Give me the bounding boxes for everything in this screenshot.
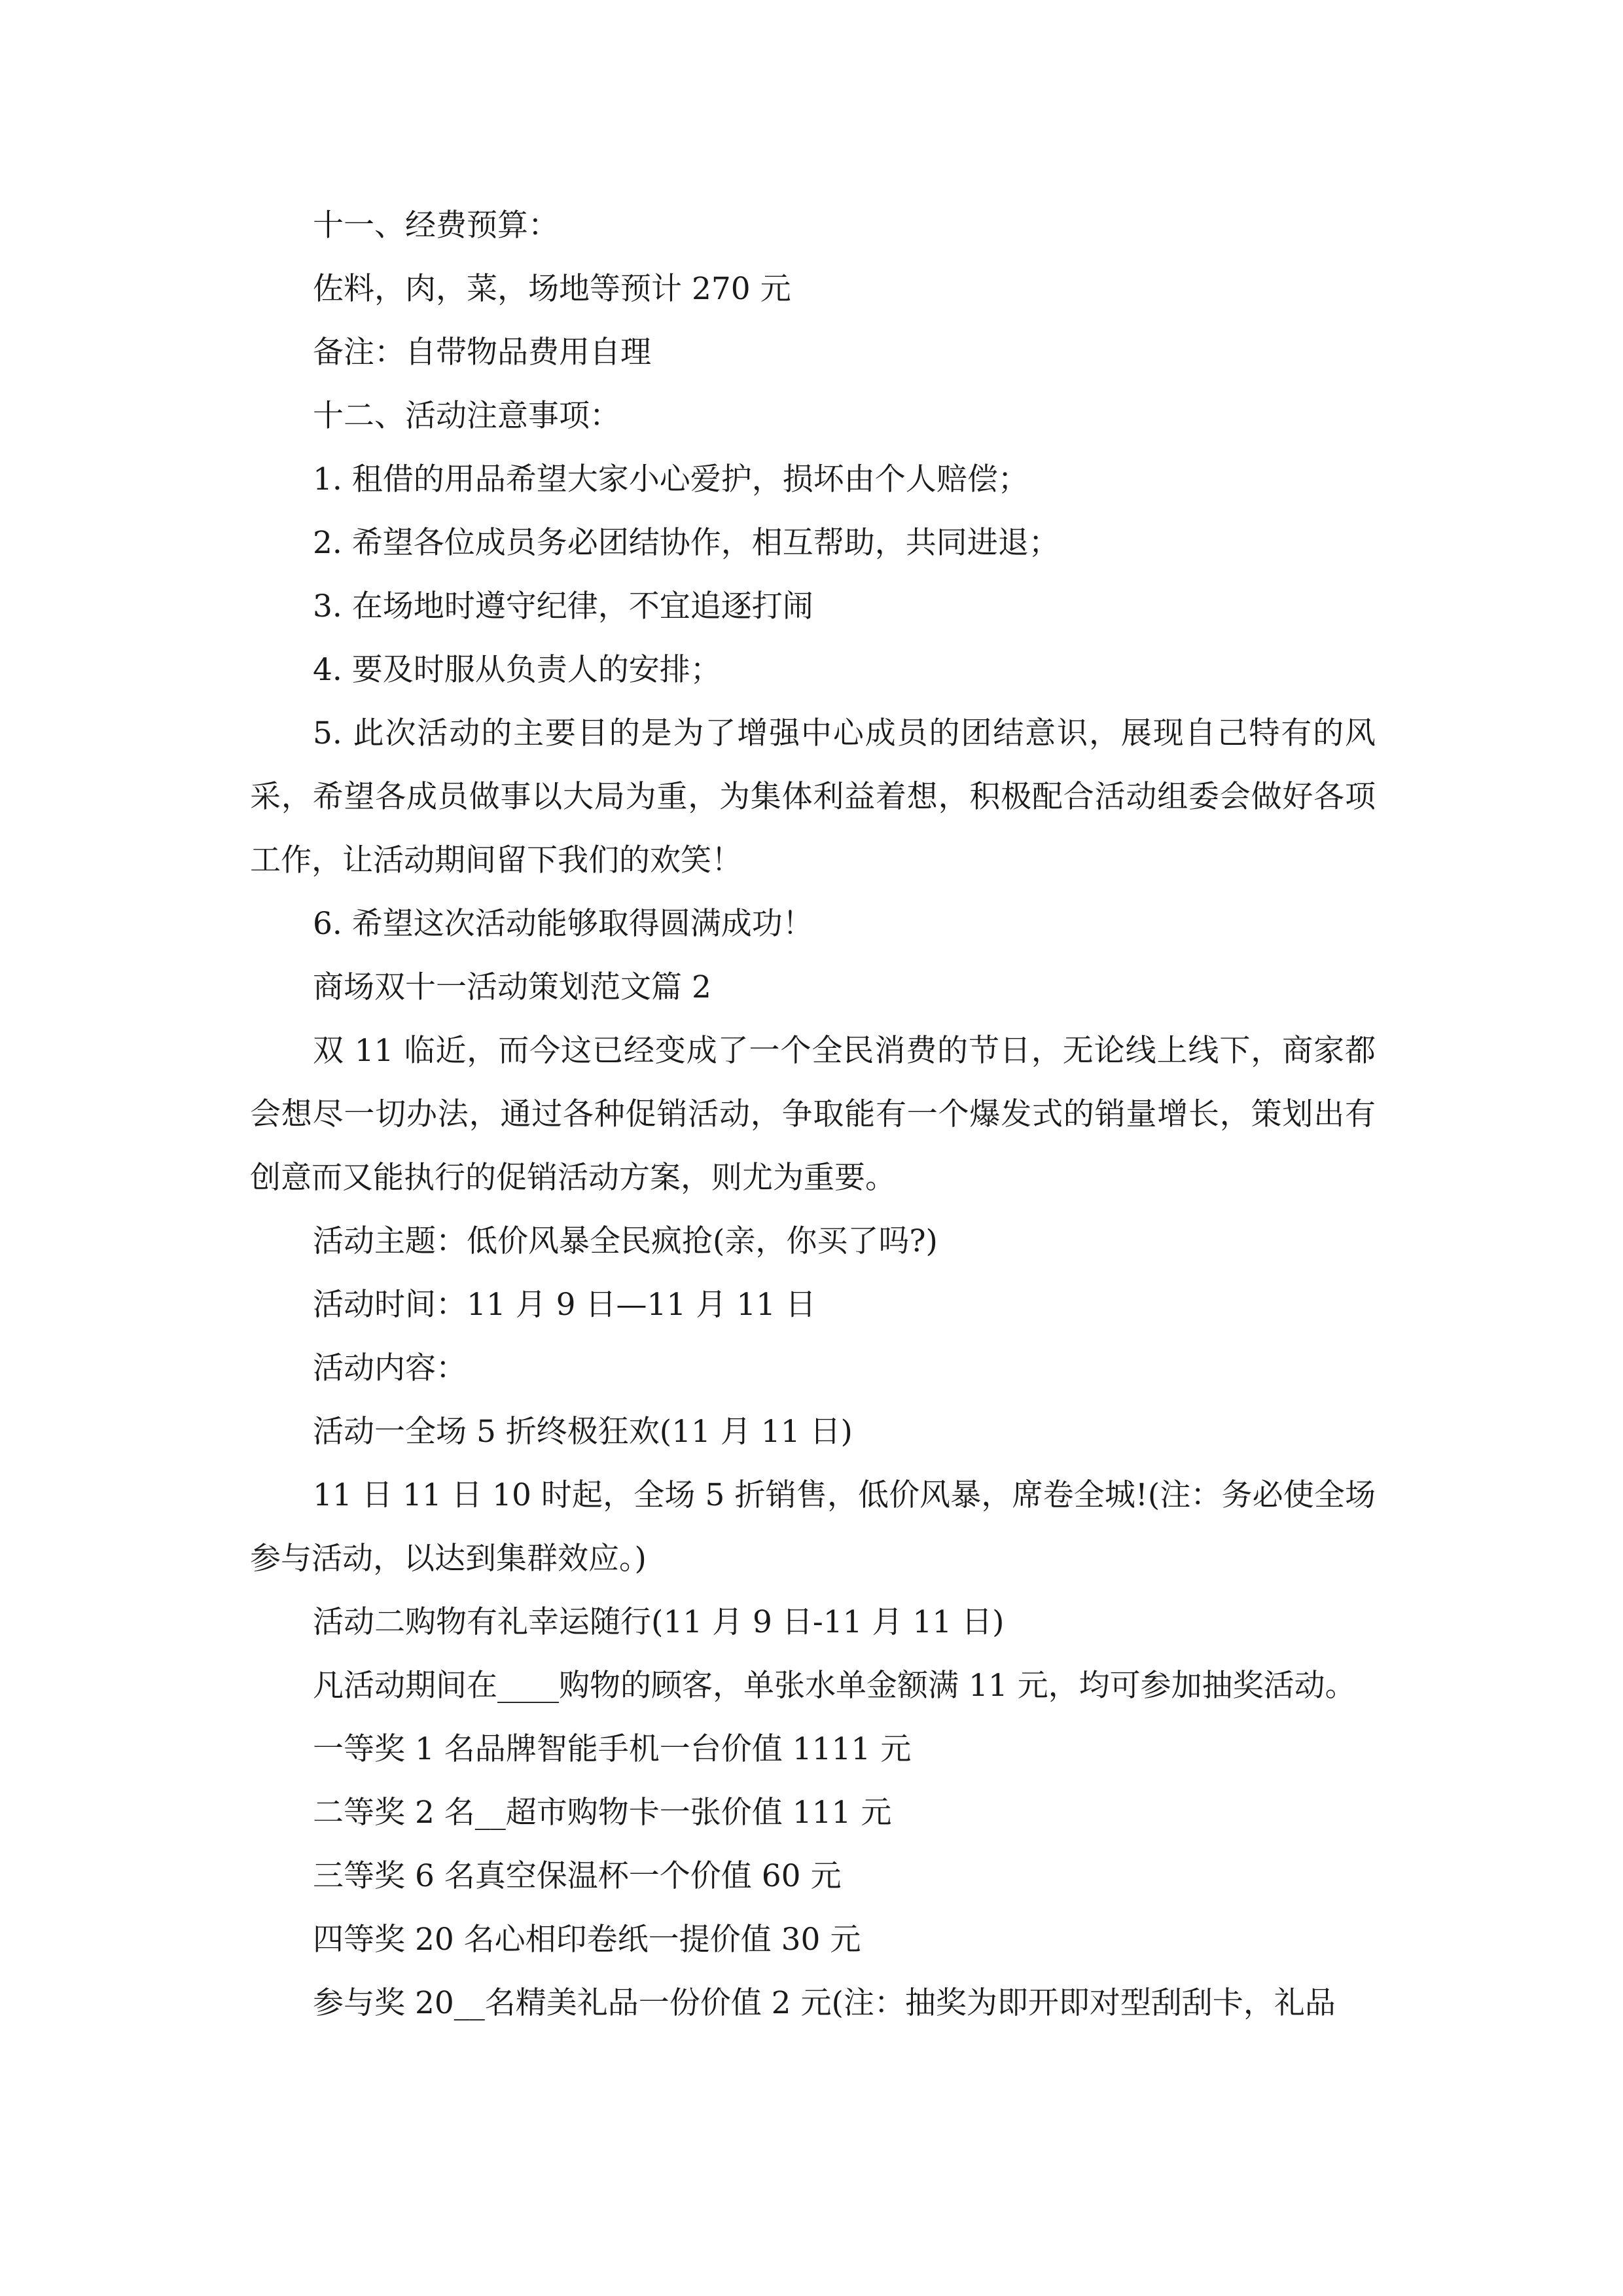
paragraph-prize-4: 四等奖 20 名心相印卷纸一提价值 30 元 xyxy=(313,1922,861,1958)
paragraph-activity-2: 活动二购物有礼幸运随行(11 月 9 日-11 月 11 日) xyxy=(313,1604,1005,1640)
paragraph-content-heading: 活动内容： xyxy=(313,1350,467,1386)
paragraph-note-2: 2. 希望各位成员务必团结协作，相互帮助，共同进退； xyxy=(313,525,1060,561)
paragraph-note-1: 1. 租借的用品希望大家小心爱护，损坏由个人赔偿； xyxy=(313,461,1029,497)
paragraph-budget-cost: 佐料，肉，菜，场地等预计 270 元 xyxy=(313,271,791,307)
paragraph-note-6: 6. 希望这次活动能够取得圆满成功！ xyxy=(313,906,813,942)
paragraph-prize-participation: 参与奖 20__名精美礼品一份价值 2 元(注：抽奖为即开即对型刮刮卡，礼品 xyxy=(313,1985,1336,2021)
paragraph-activity-1: 活动一全场 5 折终极狂欢(11 月 11 日) xyxy=(313,1414,853,1450)
paragraph-activity-1-detail: 11 日 11 日 10 时起，全场 5 折销售，低价风暴，席卷全城!(注：务必使全场参与活动，以达到集群效应。) xyxy=(250,1477,1376,1577)
paragraph-time: 活动时间：11 月 9 日—11 月 11 日 xyxy=(313,1287,816,1323)
paragraph-intro: 双 11 临近，而今这已经变成了一个全民消费的节日，无论线上线下，商家都会想尽一切办法，通过各种促销活动，争取能有一个爆发式的销量增长，策划出有创意而又能执行的促销活动方案，则尤为重要。 xyxy=(250,1033,1376,1196)
paragraph-prize-2: 二等奖 2 名__超市购物卡一张价值 111 元 xyxy=(313,1795,892,1831)
paragraph-prize-3: 三等奖 6 名真空保温杯一个价值 60 元 xyxy=(313,1858,842,1894)
paragraph-note-3: 3. 在场地时遵守纪律，不宜追逐打闹 xyxy=(313,588,813,624)
paragraph-budget-note: 备注：自带物品费用自理 xyxy=(313,334,651,370)
paragraph-theme: 活动主题：低价风暴全民疯抢(亲，你买了吗?) xyxy=(313,1223,938,1259)
paragraph-budget-heading: 十一、经费预算： xyxy=(313,207,559,243)
paragraph-note-4: 4. 要及时服从负责人的安排； xyxy=(313,652,721,688)
paragraph-notes-heading: 十二、活动注意事项： xyxy=(313,398,620,434)
paragraph-note-5: 5. 此次活动的主要目的是为了增强中心成员的团结意识，展现自己特有的风采，希望各成员做事以大局为重，为集体利益着想，积极配合活动组委会做好各项工作，让活动期间留下我们的欢笑！ xyxy=(250,715,1376,878)
section-title: 商场双十一活动策划范文篇 2 xyxy=(313,969,711,1005)
paragraph-prize-1: 一等奖 1 名品牌智能手机一台价值 1111 元 xyxy=(313,1731,912,1767)
document-body xyxy=(250,194,1376,2035)
paragraph-activity-2-detail: 凡活动期间在____购物的顾客，单张水单金额满 11 元，均可参加抽奖活动。 xyxy=(313,1668,1356,1704)
